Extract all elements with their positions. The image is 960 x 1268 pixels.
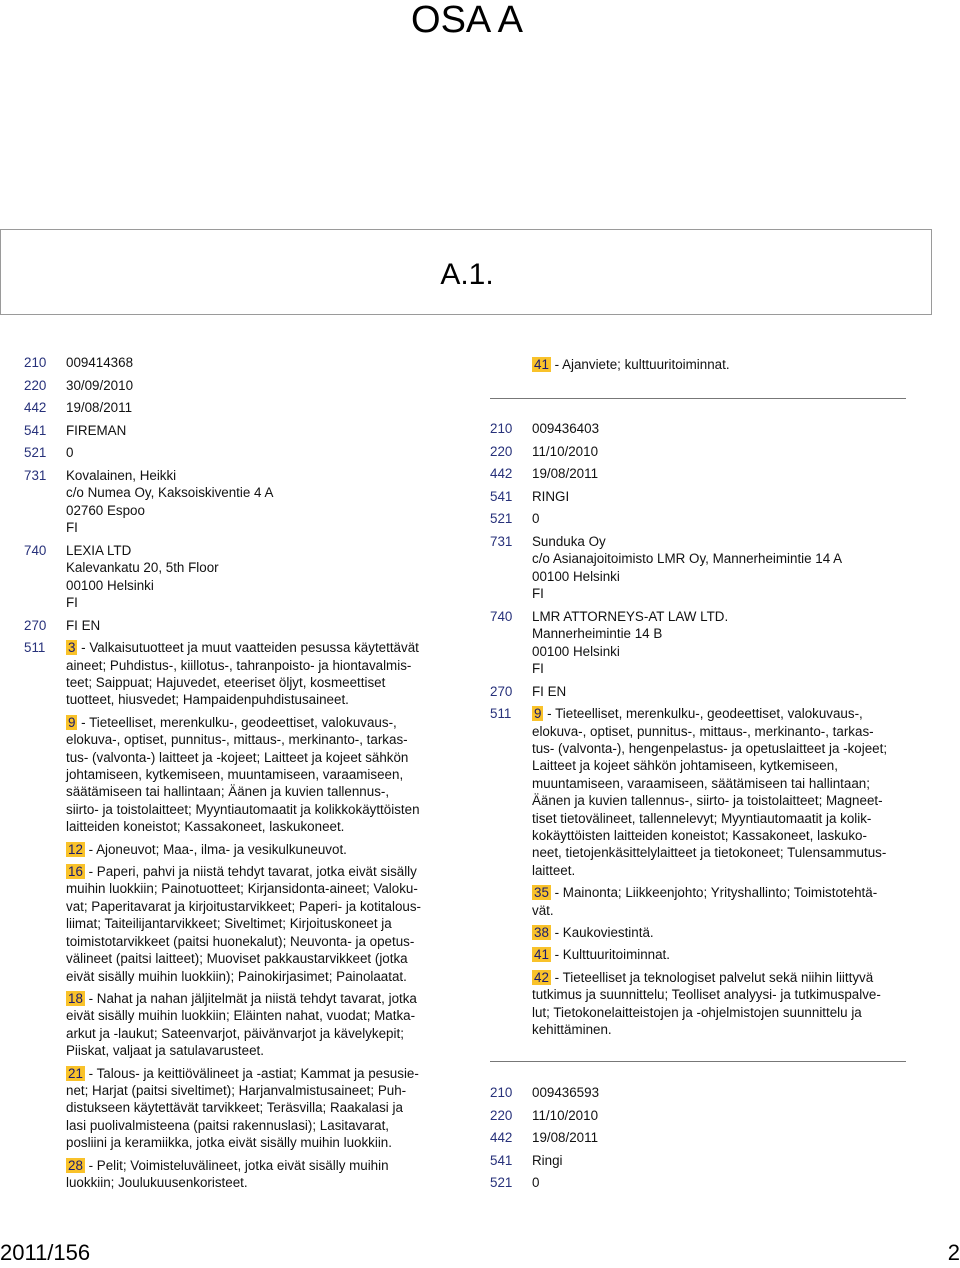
class-number-badge: 41 xyxy=(534,357,549,372)
field-value-line: FI xyxy=(532,661,544,676)
field-value-line: 11/10/2010 xyxy=(532,443,599,459)
right-column xyxy=(490,356,910,373)
field-value xyxy=(532,488,910,505)
class-description-line: tus- (valvonta-), hengenpelastus- ja opetuslaitteet ja -kojeet; xyxy=(532,741,888,756)
class-description-text: - Tieteelliset, merenkulku-, geodeettiset, valokuvaus-, xyxy=(77,714,397,730)
class-description-text: - Valkaisutuotteet ja muut vaatteiden pesussa käytettävät xyxy=(77,640,419,656)
class-description-text: - Ajanviete; kulttuuritoiminnat. xyxy=(550,357,730,372)
field-code: 442 xyxy=(24,400,47,416)
field-value-line: 30/09/2010 xyxy=(66,377,134,393)
class-description-line: teet; Saippuat; Hajuvedet, eteeriset öljyt, kosmeettiset xyxy=(66,675,386,690)
class-description-line: tutkimus ja suunnittelu; Teolliset analyysi- ja tutkimuspalve- xyxy=(532,987,881,1003)
class-description-line xyxy=(66,1157,444,1174)
field-value-line: LMR ATTORNEYS-AT LAW LTD. xyxy=(532,608,729,624)
record-fields xyxy=(490,1084,910,1192)
field-value-line: c/o Asianajoitoimisto LMR Oy, Mannerheimintie 14 A xyxy=(532,551,843,567)
field-value xyxy=(532,1107,910,1124)
field-value xyxy=(66,617,444,634)
class-description-line xyxy=(532,946,910,963)
field-code: 740 xyxy=(24,542,47,558)
class-entry xyxy=(532,705,910,879)
right-record-2 xyxy=(490,1084,910,1192)
class-entry xyxy=(532,946,910,963)
field-value-line: FI xyxy=(66,520,78,536)
class-description-line: elokuva-, optiset, punnitus-, mittaus-, merkinanto-, tarkas- xyxy=(532,723,874,739)
field-value xyxy=(532,420,910,437)
class-description-line: Äänen ja kuvien tallennus-, siirto- ja toistolaitteet; Magneet- xyxy=(532,793,883,809)
record-fields xyxy=(24,354,444,634)
field-row xyxy=(490,1107,910,1124)
field-value-line: FI xyxy=(66,595,78,610)
field-row xyxy=(490,443,910,460)
class-description-line: Piiskat, valjaat ja satulavarusteet. xyxy=(66,1043,264,1059)
field-value-line: FIREMAN xyxy=(66,422,127,438)
class-number-badge: 21 xyxy=(68,1065,83,1081)
class-description-text: - Talous- ja keittiövälineet ja -astiat; Kammat ja pesusie- xyxy=(84,1065,419,1081)
class-number-badge: 18 xyxy=(68,990,83,1006)
field-code: 511 xyxy=(490,706,512,722)
continued-class xyxy=(532,356,910,373)
field-code: 270 xyxy=(490,683,513,699)
class-entry xyxy=(66,841,444,858)
class-description-line: lasi puolivalmisteena (paitsi rakennuslasi); Lasitavarat, xyxy=(66,1117,390,1133)
field-row xyxy=(24,377,444,394)
field-code: 442 xyxy=(490,466,513,482)
field-code: 210 xyxy=(490,1085,513,1100)
field-value xyxy=(66,354,444,371)
field-row xyxy=(490,683,910,700)
field-value-line: 0 xyxy=(532,1175,540,1191)
class-number-badge: 12 xyxy=(68,841,83,857)
class-description-text: - Mainonta; Liikkeenjohto; Yrityshallinto; Toimistotehtä- xyxy=(550,885,878,901)
record-divider xyxy=(490,1061,906,1062)
class-description-line: tuotteet, hiusvedet; Hampaidenpuhdistusaineet. xyxy=(66,692,349,708)
field-row xyxy=(490,1084,910,1101)
class-description-line: tiset tietovälineet, tallennelevyt; Myyntiautomaatit ja kolik- xyxy=(532,810,872,826)
field-code: 541 xyxy=(490,1152,513,1168)
field-value-line: LEXIA LTD xyxy=(66,542,132,558)
class-description-line: arkut ja -laukut; Sateenvarjot, päivänvarjot ja kävelykepit; xyxy=(66,1025,404,1041)
field-code: 220 xyxy=(490,1107,513,1123)
field-code: 442 xyxy=(490,1130,513,1146)
class-description-line xyxy=(532,356,910,373)
field-code: 270 xyxy=(24,617,47,633)
field-value-line: c/o Numea Oy, Kaksoiskiventie 4 A xyxy=(66,485,274,501)
class-description-line xyxy=(532,705,910,722)
field-value xyxy=(532,1152,910,1169)
class-description-line xyxy=(532,924,910,941)
class-number-badge: 28 xyxy=(68,1157,83,1173)
class-number-badge: 9 xyxy=(68,714,76,730)
class-entry xyxy=(66,714,444,836)
field-value xyxy=(66,467,444,537)
field-row xyxy=(490,465,910,482)
class-number-badge: 3 xyxy=(68,640,76,656)
class-description-line: distukseen käytettävät tarvikkeet; Teräsvilla; Raakalasi ja xyxy=(66,1100,403,1116)
class-entry xyxy=(66,990,444,1060)
class-number-badge: 16 xyxy=(68,864,83,880)
class-description-line: net; Harjat (paitsi siveltimet); Harjanvalmistusaineet; Puh- xyxy=(66,1082,407,1098)
field-row xyxy=(490,1152,910,1169)
class-description-line xyxy=(66,990,444,1007)
field-value xyxy=(66,444,444,461)
class-description-line: toimistotarvikkeet (paitsi huonekalut); Neuvonta- ja opetus- xyxy=(66,933,415,949)
class-description-text: - Tieteelliset ja teknologiset palvelut sekä niihin liittyvä xyxy=(550,969,874,985)
field-value-line: FI EN xyxy=(66,617,101,633)
class-description-line: eivät sisälly muihin luokkiin; Eläinten nahat, vuodat; Matka- xyxy=(66,1008,416,1024)
class-description-line xyxy=(66,1065,444,1082)
class-description-line: elokuva-, optiset, punnitus-, mittaus-, merkinanto-, tarkas- xyxy=(66,732,408,748)
field-value-line: 00100 Helsinki xyxy=(66,577,154,593)
field-value xyxy=(532,608,910,678)
class-description-text: - Pelit; Voimisteluvälineet, jotka eivät sisälly muihin xyxy=(84,1157,389,1173)
class-number-badge: 41 xyxy=(534,947,549,963)
field-value xyxy=(532,1129,910,1146)
field-value xyxy=(532,1174,910,1191)
field-row xyxy=(24,354,444,371)
class-description-line: neet, tietojenkäsittelylaitteet ja tietokoneet; Tulensammutus- xyxy=(532,845,887,861)
class-description-line: tus- (valvonta-) laitteet ja -kojeet; Laitteet ja kojeet sähkön xyxy=(66,749,409,765)
class-description-line: Laitteet ja kojeet sähkön johtamiseen, kytkemiseen, xyxy=(532,758,838,774)
class-description-line: muihin luokkiin; Painotuotteet; Kirjansidonta-aineet; Valoku- xyxy=(66,881,418,897)
field-value-line: RINGI xyxy=(532,488,570,504)
goods-services-field xyxy=(24,639,444,1191)
page-number: 2 xyxy=(947,1240,960,1265)
field-value-line: Kalevankatu 20, 5th Floor xyxy=(66,560,219,576)
field-value xyxy=(532,1084,910,1101)
class-description-line: kokäyttöisten laitteiden koneistot; Kassakoneet, laskuko- xyxy=(532,828,867,844)
field-row xyxy=(490,533,910,603)
field-code: 740 xyxy=(490,608,513,624)
record-fields xyxy=(490,420,910,700)
field-value xyxy=(66,377,444,394)
class-description-line xyxy=(532,884,910,901)
field-code: 731 xyxy=(24,467,47,483)
class-description-line: laitteet. xyxy=(532,862,576,878)
field-row xyxy=(24,422,444,439)
field-value xyxy=(66,399,444,416)
class-entry xyxy=(532,969,910,1039)
class-description-line xyxy=(66,863,444,880)
class-description-line: eivät sisälly muihin luokkiin); Painokirjasimet; Painolaatat. xyxy=(66,968,407,984)
class-number-badge: 35 xyxy=(534,885,549,901)
field-row xyxy=(24,467,444,537)
class-entry xyxy=(66,863,444,985)
field-value-line: 009436403 xyxy=(532,421,600,436)
class-entry xyxy=(66,1065,444,1152)
class-description-text: - Tieteelliset, merenkulku-, geodeettiset, valokuvaus-, xyxy=(543,706,863,722)
field-row xyxy=(490,1129,910,1146)
part-title: OSA A xyxy=(411,0,523,41)
class-list xyxy=(532,705,910,1038)
field-value xyxy=(66,422,444,439)
field-code: 521 xyxy=(490,511,513,527)
field-code: 210 xyxy=(24,355,47,370)
field-value-line: Mannerheimintie 14 B xyxy=(532,626,663,642)
field-value xyxy=(532,533,910,603)
class-number-badge: 38 xyxy=(534,925,549,941)
class-description-line xyxy=(532,969,910,986)
class-entry xyxy=(66,1157,444,1192)
field-value-line: Sunduka Oy xyxy=(532,533,606,549)
class-description-text: - Kaukoviestintä. xyxy=(550,925,654,941)
field-row xyxy=(490,608,910,678)
field-value-line: FI xyxy=(532,586,544,602)
right-record-1 xyxy=(490,420,910,1039)
class-entry xyxy=(532,356,910,373)
field-code: 541 xyxy=(490,488,513,504)
field-row xyxy=(490,420,910,437)
class-description-text: - Paperi, pahvi ja niistä tehdyt tavarat, jotka eivät sisälly xyxy=(84,864,417,880)
field-row xyxy=(24,444,444,461)
left-column xyxy=(24,354,444,1191)
class-list xyxy=(66,639,444,1191)
field-row xyxy=(24,542,444,612)
class-description-line: kehittäminen. xyxy=(532,1022,612,1038)
field-value-line: 009436593 xyxy=(532,1085,600,1100)
field-code: 511 xyxy=(24,640,46,656)
class-description-line: johtamiseen, kytkemiseen, muuntamiseen, varaamiseen, xyxy=(66,767,404,783)
field-value-line: 19/08/2011 xyxy=(532,466,599,482)
field-value-line: 0 xyxy=(532,511,540,527)
issue-number: 2011/156 xyxy=(0,1240,91,1265)
field-value-line: 19/08/2011 xyxy=(66,400,133,416)
class-description-line: siirto- ja toistolaitteet; Myyntiautomaatit ja kolikkokäyttöisten xyxy=(66,801,420,817)
field-code: 521 xyxy=(24,445,47,461)
class-description-line: laitteiden koneistot; Kassakoneet, laskukoneet. xyxy=(66,819,345,835)
field-value-line: 00100 Helsinki xyxy=(532,568,620,584)
field-value-line: Ringi xyxy=(532,1152,563,1168)
field-code: 541 xyxy=(24,422,47,438)
field-code: 731 xyxy=(490,533,513,549)
class-description-line xyxy=(66,639,444,656)
class-number-badge: 42 xyxy=(534,969,549,985)
class-description-line: vät. xyxy=(532,902,554,918)
class-description-line: vat; Paperitavarat ja kirjoitustarvikkeet; Paperi- ja kotitalous- xyxy=(66,898,422,914)
class-description-line: lut; Tietokonelaitteistojen ja -ohjelmistojen suunnittelu ja xyxy=(532,1004,862,1020)
field-value-line: FI EN xyxy=(532,683,567,699)
field-row xyxy=(490,488,910,505)
field-row xyxy=(490,1174,910,1191)
class-number-badge: 9 xyxy=(534,706,542,722)
field-value xyxy=(532,683,910,700)
field-value-line: Kovalainen, Heikki xyxy=(66,467,177,483)
field-value-line: 009414368 xyxy=(66,355,134,370)
field-row xyxy=(490,510,910,527)
class-entry xyxy=(66,639,444,709)
field-code: 220 xyxy=(490,443,513,459)
class-description-line: liimat; Taiteilijantarvikkeet; Siveltimet; Kirjoituskoneet ja xyxy=(66,916,392,932)
class-description-line xyxy=(66,841,444,858)
class-description-line: muuntamiseen, varaamiseen, säätämiseen tai hallintaan; xyxy=(532,775,870,791)
field-value xyxy=(532,465,910,482)
field-value xyxy=(532,443,910,460)
class-description-line: luokkiin; Joulukuusenkoristeet. xyxy=(66,1174,248,1190)
field-value xyxy=(66,542,444,612)
field-code: 521 xyxy=(490,1175,513,1191)
field-code: 220 xyxy=(24,377,47,393)
class-entry xyxy=(532,884,910,919)
field-value-line: 02760 Espoo xyxy=(66,502,145,518)
field-row xyxy=(24,617,444,634)
field-value-line: 0 xyxy=(66,445,74,461)
class-description-text: - Kulttuuritoiminnat. xyxy=(550,947,670,963)
class-entry xyxy=(532,924,910,941)
class-description-text: - Ajoneuvot; Maa-, ilma- ja vesikulkuneuvot. xyxy=(84,841,347,857)
field-code: 210 xyxy=(490,421,513,436)
goods-services-field xyxy=(490,705,910,1038)
section-label: A.1. xyxy=(440,258,494,291)
class-description-line xyxy=(66,714,444,731)
class-description-line: säätämiseen tai hallintaan; Äänen ja kuvien tallennus-, xyxy=(66,784,390,800)
class-description-line: välineet (paitsi laitteet); Muoviset pakkaustarvikkeet (jotka xyxy=(66,951,408,967)
field-value-line: 19/08/2011 xyxy=(532,1130,599,1146)
field-value xyxy=(532,510,910,527)
field-row xyxy=(24,399,444,416)
field-value-line: 11/10/2010 xyxy=(532,1107,599,1123)
field-value-line: 00100 Helsinki xyxy=(532,643,620,659)
class-description-line: aineet; Puhdistus-, kiillotus-, tahranpoisto- ja hiontavalmis- xyxy=(66,657,412,673)
record-divider xyxy=(490,398,906,399)
class-description-line: posliini ja keramiikka, jotka eivät sisälly muihin luokkiin. xyxy=(66,1135,392,1151)
class-description-text: - Nahat ja nahan jäljitelmät ja niistä tehdyt tavarat, jotka xyxy=(84,990,417,1006)
